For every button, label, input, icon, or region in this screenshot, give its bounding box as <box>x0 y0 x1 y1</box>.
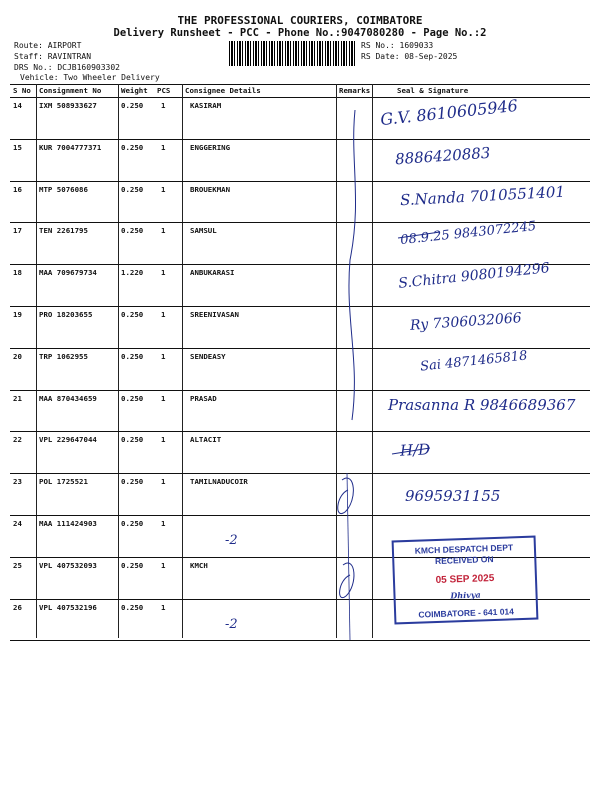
row-pcs: 1 <box>161 477 166 487</box>
row-weight: 0.250 <box>121 519 144 528</box>
row-pcs: 1 <box>161 101 166 110</box>
row-pcs: 1 <box>161 310 166 319</box>
row-weight: 0.250 <box>121 101 144 110</box>
row-sno: 18 <box>13 268 22 278</box>
row-consignment: VPL 407532196 <box>39 602 97 612</box>
row-consignee: KMCH <box>190 560 208 570</box>
staff-label: Staff: RAVINTRAN <box>14 52 92 61</box>
remarks-squiggle <box>349 110 356 420</box>
col-weight: Weight <box>121 86 148 95</box>
row-pcs: 1 <box>161 226 166 236</box>
received-stamp <box>392 536 539 625</box>
strike-mark <box>398 232 440 238</box>
row-pcs: 1 <box>161 184 166 194</box>
row-handwritten-signature: G.V. 8610605946 <box>379 95 519 130</box>
doc-subtitle: Delivery Runsheet - PCC - Phone No.:9047080280 - Page No.:2 <box>113 27 487 39</box>
rs-no-label: RS No.: 1609033 <box>361 41 434 50</box>
col-sno: S No <box>13 86 31 95</box>
row-sno: 16 <box>13 184 22 194</box>
rs-date-label: RS Date: 08-Sep-2025 <box>361 52 458 61</box>
row-handwritten-signature: 9695931155 <box>405 487 501 506</box>
row-handwritten-signature: -2 <box>225 616 238 632</box>
row-consignee: ENGGERING <box>190 142 231 152</box>
row-pcs: 1 <box>161 268 166 278</box>
row-weight: 0.250 <box>121 310 144 319</box>
row-weight: 0.250 <box>121 393 144 403</box>
drs-label: DRS No.: DCJB160903302 <box>14 63 120 72</box>
row-sno: 15 <box>13 142 22 152</box>
col-consignee: Consignee Details <box>185 86 261 95</box>
row-weight: 0.250 <box>121 142 144 152</box>
doc-title: THE PROFESSIONAL COURIERS, COIMBATORE <box>177 14 423 27</box>
row-handwritten-signature: Sai 4871465818 <box>419 348 529 375</box>
row-sno: 14 <box>13 101 22 110</box>
row-weight: 0.250 <box>121 560 144 570</box>
row-sno: 25 <box>13 560 22 570</box>
row-sno: 19 <box>13 310 22 319</box>
row-weight: 0.250 <box>121 184 144 194</box>
row-pcs: 1 <box>161 393 166 403</box>
row-consignee: TAMILNADUCOIR <box>190 477 248 487</box>
row-consignment: KUR 7004777371 <box>39 142 102 152</box>
row-pcs: 1 <box>161 142 166 152</box>
stamp-line1: KMCH DESPATCH DEPT <box>414 542 514 556</box>
row-sno: 21 <box>13 393 22 403</box>
row-weight: 1.220 <box>121 268 144 278</box>
stamp-line3: COIMBATORE - 641 014 <box>418 606 515 620</box>
row-handwritten-signature: S.Chitra 9080194296 <box>397 260 551 293</box>
row-handwritten-signature: H/D <box>399 440 431 461</box>
row-handwritten-signature: -2 <box>225 533 238 548</box>
row-consignee: KASIRAM <box>190 101 222 110</box>
row-consignment: IXM 508933627 <box>39 101 97 110</box>
row-handwritten-signature: Ry 7306032066 <box>409 310 523 334</box>
col-signature: Seal & Signature <box>397 86 469 95</box>
remarks-squiggle <box>340 563 354 598</box>
row-consignee: SAMSUL <box>190 226 217 236</box>
row-consignment: MAA 111424903 <box>39 519 97 528</box>
row-pcs: 1 <box>161 435 166 445</box>
row-handwritten-signature: 8886420883 <box>394 143 491 169</box>
row-consignee: PRASAD <box>190 393 217 403</box>
row-pcs: 1 <box>161 560 166 570</box>
row-consignment: TEN 2261795 <box>39 226 88 236</box>
row-sno: 22 <box>13 435 22 445</box>
col-pcs: PCS <box>157 86 171 95</box>
row-consignment: MTP 5076086 <box>39 184 88 194</box>
row-weight: 0.250 <box>121 602 144 612</box>
row-consignment: VPL 229647044 <box>39 435 97 445</box>
row-consignment: POL 1725521 <box>39 477 88 487</box>
strike-mark <box>392 448 430 454</box>
remarks-squiggle <box>347 473 350 640</box>
row-consignee: BROUEKMAN <box>190 184 231 194</box>
row-consignee: ANBUKARASI <box>190 268 235 278</box>
row-pcs: 1 <box>161 602 166 612</box>
stamp-signature: Dhivya <box>450 589 481 601</box>
route-label: Route: AIRPORT <box>14 41 82 50</box>
row-consignment: TRP 1062955 <box>39 351 88 361</box>
row-consignee: ALTACIT <box>190 435 222 445</box>
col-consignment: Consignment No <box>39 86 102 95</box>
vehicle-label: Vehicle: Two Wheeler Delivery <box>20 73 160 82</box>
col-remarks: Remarks <box>339 86 371 95</box>
row-handwritten-signature: S.Nanda 7010551401 <box>399 182 566 209</box>
row-sno: 17 <box>13 226 22 236</box>
row-consignment: MAA 709679734 <box>39 268 97 278</box>
row-consignment: PRO 18203655 <box>39 310 93 319</box>
row-consignment: MAA 870434659 <box>39 393 97 403</box>
row-handwritten-signature: Prasanna R 9846689367 <box>388 395 576 414</box>
remarks-squiggle <box>338 478 354 514</box>
row-handwritten-signature: 08.9.25 9843072245 <box>399 219 537 249</box>
stamp-line2: RECEIVED ON <box>434 553 494 567</box>
row-consignee: SENDEASY <box>190 351 226 361</box>
row-consignee: SREENIVASAN <box>190 310 239 319</box>
row-weight: 0.250 <box>121 477 144 487</box>
row-sno: 20 <box>13 351 22 361</box>
stamp-date: 05 SEP 2025 <box>435 572 495 587</box>
row-sno: 24 <box>13 519 22 528</box>
row-sno: 23 <box>13 477 22 487</box>
row-weight: 0.250 <box>121 351 144 361</box>
row-pcs: 1 <box>161 519 166 528</box>
row-consignment: VPL 407532093 <box>39 560 97 570</box>
row-weight: 0.250 <box>121 435 144 445</box>
row-sno: 26 <box>13 602 22 612</box>
row-pcs: 1 <box>161 351 166 361</box>
row-weight: 0.250 <box>121 226 144 236</box>
